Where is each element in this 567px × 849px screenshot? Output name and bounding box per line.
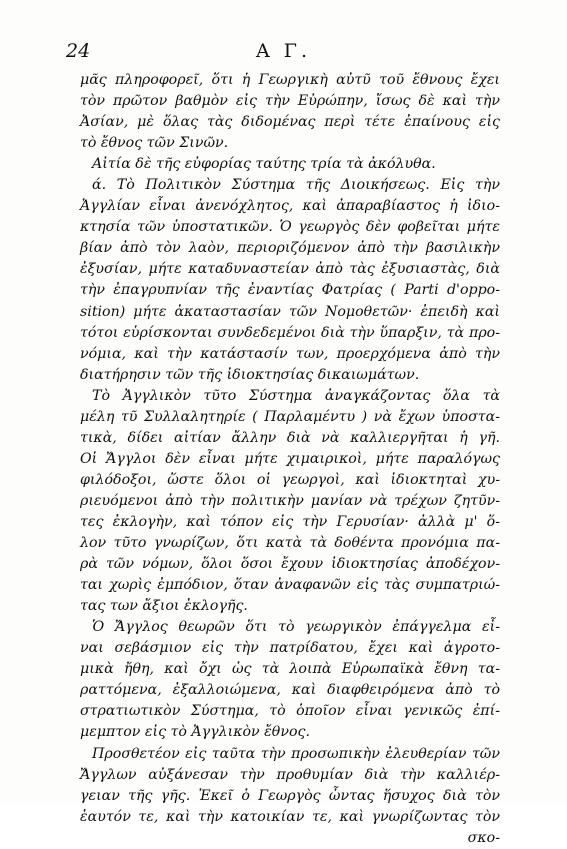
text-line: Ὁ Ἄγγλος θεωρῶν ὅτι τὸ γεωργικὸν ἐπάγγελμα εἶ-	[92, 619, 500, 636]
text-line: στρατιωτικὸν Σύστημα, τὸ ὁποῖον εἶναι γενικῶς ἐπί-	[80, 703, 500, 720]
text-line: τότοι εὑρίσκονται συνδεδεμένοι διὰ τὴν ὕπαρξιν, τὰ προ-	[80, 324, 500, 341]
text-line: φιλόδοξοι, ὥστε ὅλοι οἱ γεωργοὶ, καὶ ἰδιοκτηταὶ χυ-	[80, 471, 500, 488]
body-text	[80, 70, 500, 849]
text-line: Προσθετέον εἰς ταῦτα τὴν προσωπικὴν ἐλευθερίαν τῶν	[92, 745, 500, 762]
text-line: Οἱ Ἄγγλοι δὲν εἶναι μήτε χιμαιρικοὶ, μήτε παραλόγως	[80, 450, 500, 467]
text-line: Ἄγγλων αὐξάνεσαν τὴν προθυμίαν διὰ τὴν καλλιέρ-	[80, 766, 500, 783]
text-line: νόμια, καὶ τὴν κατάστασίν των, προερχόμενα ἀπὸ τὴν	[80, 345, 500, 362]
text-line: λον τῦτο γνωρίζων, ὅτι κατὰ τὰ δοθέντα προνόμια πα-	[80, 535, 500, 552]
text-line: ἐξυσίαν, μήτε καταδυναστείαν ἀπὸ τὰς ἐξυσιαστὰς, διὰ	[80, 261, 500, 278]
text-line: γειαν τῆς γῆς. Ἐκεῖ ὁ Γεωργὸς ὦντας ἥσυχος διὰ τὸν	[80, 787, 500, 804]
text-line: Ἀσίαν, μὲ ὅλας τὰς διδομένας περὶ τέτε ἐπαίνους εἰς	[80, 114, 500, 131]
running-head: Α Γ.	[256, 40, 311, 62]
text-line: μεμπτον εἰς τὸ Ἀγγλικὸν ἔθνος.	[80, 724, 310, 741]
text-line: τικὰ, δίδει αἰτίαν ἄλλην διὰ νὰ καλλιεργῆται ἡ γῆ.	[80, 429, 500, 446]
text-line: ραττόμενα, ἐξαλλοιώμενα, καὶ διαφθειρόμενα ἀπὸ τὸ	[80, 682, 500, 699]
text-line: μικὰ ἤθη, καὶ ὄχι ὡς τὰ λοιπὰ Εὐρωπαϊκὰ ἔθνη τα-	[80, 661, 500, 678]
text-line: ται χωρὶς ἐμπόδιον, ὅταν ἀναφανῶν εἰς τὰς συμπατριώ-	[80, 577, 500, 594]
text-line: ά. Τὸ Πολιτικὸν Σύστημα τῆς Διοικήσεως. Εἰς τὴν	[92, 177, 500, 194]
page-number: 24	[66, 40, 91, 62]
text-line: διατήρησιν τῶν τῆς ἰδιοκτησίας δικαιωμάτων.	[80, 366, 420, 383]
text-line: Τὸ Ἀγγλικὸν τῦτο Σύστημα ἀναγκάζοντας ὅλα τὰ	[92, 387, 500, 404]
text-line: τὸ ἔθνος τῶν Σινῶν.	[80, 135, 229, 152]
text-line: τας των ἄξιοι ἐκλογῆς.	[80, 598, 248, 615]
text-line: τες ἐκλογὴν, καὶ τόπον εἰς τὴν Γερυσίαν· ἀλλὰ μ' ὅ-	[80, 513, 500, 530]
text-line: ριευόμενοι ἀπὸ τὴν πολιτικὴν μανίαν νὰ τρέχων ζητῦν-	[80, 492, 500, 509]
text-line: Αἰτία δὲ τῆς εὐφορίας ταύτης τρία τὰ ἀκόλυθα.	[92, 156, 436, 173]
text-line: τὸν πρῶτον βαθμὸν εἰς τὴν Εὐρώπην, ἴσως δὲ καὶ τὴν	[80, 93, 500, 110]
text-line: sition) μήτε ἀκαταστασίαν τῶν Νομοθετῶν· ἐπειδὴ καὶ	[80, 303, 500, 320]
text-line: μᾶς πληροφορεῖ, ὅτι ἡ Γεωργικὴ αὐτῦ τοῦ ἔθνους ἔχει	[80, 72, 500, 88]
text-line: βίαν ἀπὸ τὸν λαὸν, περιοριζόμενον ἀπὸ τὴν βασιλικὴν	[80, 240, 500, 257]
text-line: ναι σεβάσμιον εἰς τὴν πατρίδατου, ἔχει καὶ ἀγροτο-	[80, 640, 500, 657]
text-line: ἑαυτόν τε, καὶ τὴν κατοικίαν τε, καὶ γνωρίζωντας τὸν	[80, 808, 500, 825]
text-line: κτησία τῶν ὑποστατικῶν. Ὁ γεωργὸς δὲν φοβεῖται μήτε	[80, 219, 500, 236]
text-line: ρὰ τῶν νόμων, ὅλοι ὅσοι ἔχουν ἰδιοκτησίας ἀποδέχον-	[80, 556, 500, 573]
text-line: τὴν ἐπαγρυπνίαν τῆς ἐναντίας Φατρίας ( Parti d'oppo-	[80, 282, 500, 299]
text-line: μέλη τῦ Συλλαλητηρίε ( Παρλαμέντυ ) νὰ ἔχων ὑποστα-	[80, 408, 500, 425]
text-line: Ἀγγλίαν εἶναι ἀνενόχλητος, καὶ ἀπαραβίαστος ἡ ἰδιο-	[80, 198, 500, 215]
catchword: σκο-	[467, 829, 500, 846]
page-header	[0, 40, 567, 66]
